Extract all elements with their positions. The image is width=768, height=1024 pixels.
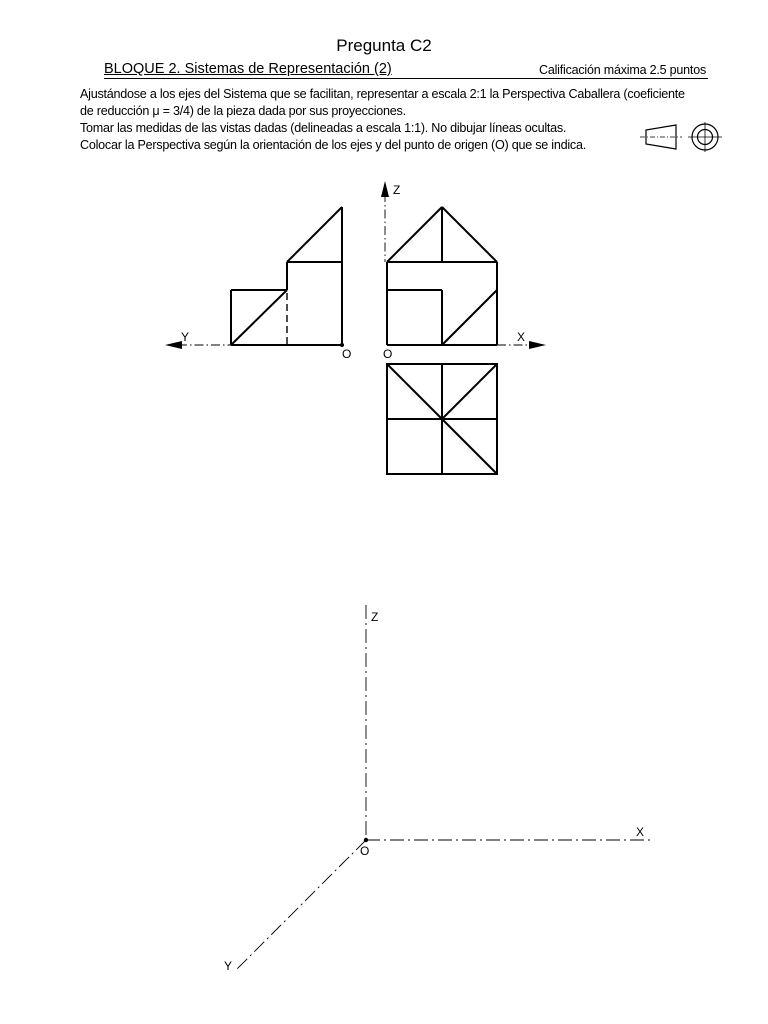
views-z-label: Z [393,183,401,197]
front-view [387,207,497,345]
y-axis-arrow-icon [165,341,182,349]
views-origin-left: O [342,347,352,361]
persp-origin-label: O [360,844,370,858]
x-axis-arrow-icon [529,341,546,349]
instruction-line-1: Ajustándose a los ejes del Sistema que se facilitan, representar a escala 2:1 la Perspectiva Caballera (coeficiente [80,87,685,101]
z-axis-arrow-icon [381,181,389,197]
views-x-label: X [517,330,526,344]
side-view [231,207,342,345]
perspective-origin-point [364,838,368,842]
persp-y-label: Y [224,959,233,973]
instruction-line-3: Tomar las medidas de las vistas dadas (delineadas a escala 1:1). No dibujar líneas ocultas. [80,121,567,135]
question-title: Pregunta C2 [336,36,432,55]
instruction-line-4: Colocar la Perspectiva según la orientación de los ejes y del punto de origen (O) que se indica. [80,138,586,152]
perspective-axes [0,560,768,1024]
views-y-label: Y [181,330,190,344]
persp-x-label: X [636,825,645,839]
views-origin-right: O [383,347,393,361]
max-score: Calificación máxima 2.5 puntos [539,63,706,77]
plan-view [387,364,497,474]
persp-z-label: Z [371,610,379,624]
perspective-y-axis [236,840,366,970]
instruction-line-2: de reducción μ = 3/4) de la pieza dada por sus proyecciones. [80,104,406,118]
block-heading: BLOQUE 2. Sistemas de Representación (2) [104,61,392,77]
